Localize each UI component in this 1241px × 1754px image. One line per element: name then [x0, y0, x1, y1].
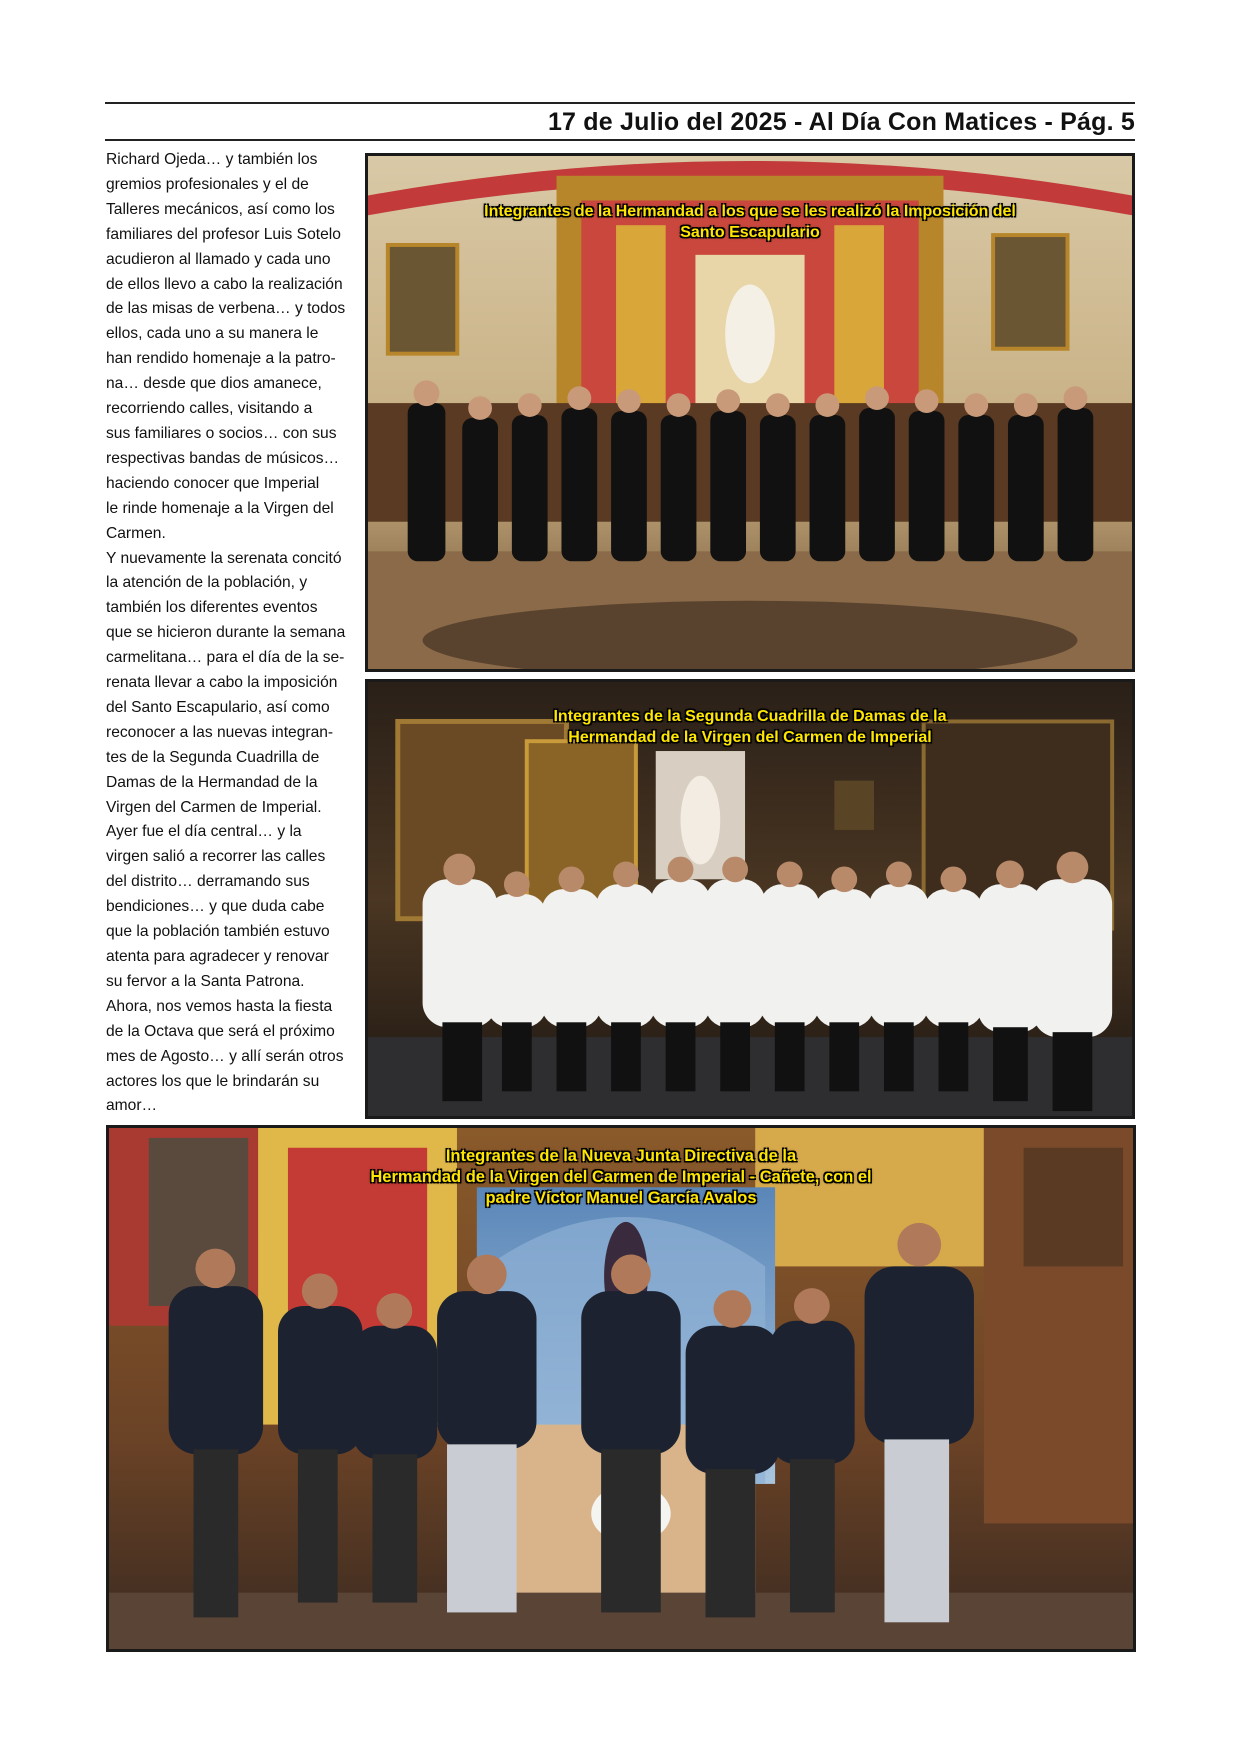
- article-line: reconocer a las nuevas integran-: [106, 723, 334, 741]
- article-line: renata llevar a cabo la imposición: [106, 674, 338, 692]
- article-line: bendiciones… y que duda cabe: [106, 898, 325, 916]
- article-line: de ellos llevo a cabo la realización: [106, 275, 343, 293]
- article-line: que se hicieron durante la semana: [106, 624, 346, 642]
- photo-cuadrilla-damas-caption: [368, 706, 1132, 748]
- article-line: virgen salió a recorrer las calles: [106, 848, 326, 866]
- caption-line: Integrantes de la Nueva Junta Directiva de la: [445, 1147, 797, 1165]
- article-line: familiares del profesor Luis Sotelo: [106, 225, 341, 243]
- header-rule-top: [105, 102, 1135, 104]
- article-line: de la Octava que será el próximo: [106, 1022, 335, 1040]
- caption-line: padre Víctor Manuel García Avalos: [485, 1189, 757, 1207]
- article-line: de las misas de verbena… y todos: [106, 300, 346, 318]
- article-line: respectivas bandas de músicos…: [106, 449, 340, 467]
- photo-junta-directiva: [106, 1125, 1136, 1652]
- article-line: actores los que le brindarán su: [106, 1072, 320, 1090]
- caption-line: Santo Escapulario: [680, 224, 820, 241]
- caption-line: Hermandad de la Virgen del Carmen de Imperial: [568, 729, 932, 746]
- article-line: acudieron al llamado y cada uno: [106, 250, 331, 268]
- photo-escapulario: [365, 153, 1135, 672]
- photo-junta-directiva-caption: [109, 1146, 1133, 1209]
- article-line: amor…: [106, 1097, 158, 1115]
- article-line: Ayer fue el día central… y la: [106, 823, 302, 841]
- photo-cuadrilla-damas: [365, 679, 1135, 1119]
- article-line: la atención de la población, y: [106, 574, 308, 592]
- article-line: gremios profesionales y el de: [106, 175, 309, 193]
- article-line: Richard Ojeda… y también los: [106, 151, 318, 168]
- header-rule-bottom: [105, 139, 1135, 141]
- caption-line: Integrantes de la Segunda Cuadrilla de Damas de la: [553, 708, 947, 725]
- article-line: han rendido homenaje a la patro-: [106, 350, 336, 368]
- article-line: mes de Agosto… y allí serán otros: [106, 1047, 344, 1065]
- article-line: Ahora, nos vemos hasta la fiesta: [106, 997, 333, 1015]
- caption-line: Integrantes de la Hermandad a los que se les realizó la Imposición del: [484, 203, 1016, 220]
- article-line: Virgen del Carmen de Imperial.: [106, 798, 322, 816]
- article-line: tes de la Segunda Cuadrilla de: [106, 748, 320, 766]
- article-line: recorriendo calles, visitando a: [106, 400, 313, 418]
- article-line: na… desde que dios amanece,: [106, 375, 322, 393]
- article-line: Talleres mecánicos, así como los: [106, 200, 335, 218]
- article-line: Damas de la Hermandad de la: [106, 773, 318, 791]
- article-line: atenta para agradecer y renovar: [106, 948, 329, 965]
- article-line: Carmen.: [106, 524, 166, 542]
- article-column: [106, 148, 356, 1119]
- article-line: le rinde homenaje a la Virgen del: [106, 499, 334, 517]
- article-line: ellos, cada uno a su manera le: [106, 325, 319, 343]
- article-line: haciendo conocer que Imperial: [106, 474, 320, 492]
- article-line: del distrito… derramando sus: [106, 873, 310, 891]
- article-line: que la población también estuvo: [106, 923, 330, 941]
- article-line: también los diferentes eventos: [106, 599, 318, 617]
- article-line: sus familiares o socios… con sus: [106, 424, 337, 442]
- article-line: su fervor a la Santa Patrona.: [106, 972, 305, 990]
- photo-escapulario-caption: [368, 201, 1132, 243]
- page-header: 17 de Julio del 2025 - Al Día Con Matices - Pág. 5: [547, 108, 1135, 136]
- article-line: Y nuevamente la serenata concitó: [106, 549, 342, 567]
- caption-line: Hermandad de la Virgen del Carmen de Imperial - Cañete, con el: [370, 1168, 872, 1186]
- article-line: carmelitana… para el día de la se-: [106, 649, 345, 667]
- article-line: del Santo Escapulario, así como: [106, 698, 330, 716]
